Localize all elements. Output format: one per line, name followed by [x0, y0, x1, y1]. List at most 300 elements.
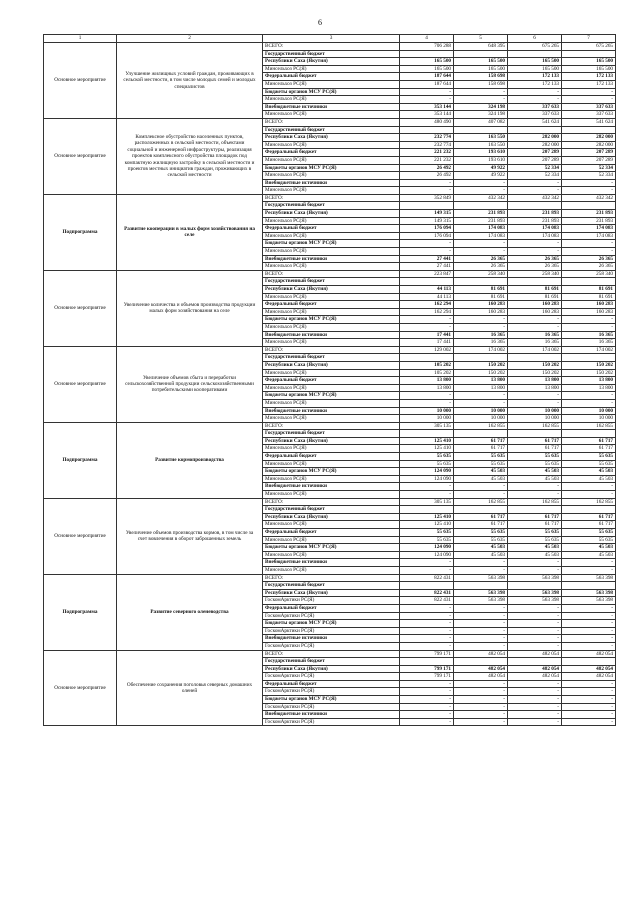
amount-cell: 163 550 [454, 134, 508, 142]
amount-cell: - [454, 680, 508, 688]
amount-cell: - [562, 627, 616, 635]
amount-cell: 55 635 [454, 529, 508, 537]
amount-cell: 129 002 [400, 346, 454, 354]
amount-cell [508, 126, 562, 134]
funding-source-cell: Бюджеты органов МСУ РС(Я) [263, 620, 400, 628]
amount-cell: 105 202 [400, 369, 454, 377]
funding-source-cell: Внебюджетные источники [263, 559, 400, 567]
amount-cell: - [400, 559, 454, 567]
amount-cell: - [508, 703, 562, 711]
amount-cell: 822 431 [400, 597, 454, 605]
measure-type-cell: Основное мероприятие [44, 270, 117, 346]
amount-cell: 55 635 [562, 453, 616, 461]
amount-cell: - [400, 627, 454, 635]
amount-cell: 45 503 [562, 468, 616, 476]
funding-source-cell: Государственный бюджет [263, 430, 400, 438]
funding-source-cell: Федеральный бюджет [263, 73, 400, 81]
amount-cell [508, 50, 562, 58]
amount-cell: 176 094 [400, 232, 454, 240]
amount-cell: 480 490 [400, 118, 454, 126]
amount-cell: 563 398 [508, 574, 562, 582]
amount-cell: 13 800 [508, 377, 562, 385]
amount-cell: 231 893 [562, 217, 616, 225]
amount-cell: 45 503 [562, 551, 616, 559]
amount-cell: 16 365 [562, 339, 616, 347]
amount-cell: 563 398 [508, 597, 562, 605]
column-header: 4 [400, 35, 454, 43]
amount-cell: 207 289 [508, 149, 562, 157]
amount-cell: - [454, 316, 508, 324]
funding-source-cell: ГоскомАрктики РС(Я) [263, 688, 400, 696]
amount-cell: 482 054 [562, 673, 616, 681]
amount-cell: 52 334 [508, 164, 562, 172]
measure-name-cell: Развитие кормопроизводства [117, 422, 263, 498]
amount-cell: 13 800 [562, 377, 616, 385]
amount-cell: 337 633 [508, 103, 562, 111]
amount-cell: - [562, 399, 616, 407]
amount-cell: - [400, 399, 454, 407]
amount-cell: 231 893 [508, 217, 562, 225]
amount-cell: 149 315 [400, 210, 454, 218]
amount-cell: - [562, 642, 616, 650]
amount-cell [454, 50, 508, 58]
amount-cell: 61 717 [508, 437, 562, 445]
amount-cell: 17 441 [400, 339, 454, 347]
funding-source-cell: Бюджеты органов МСУ РС(Я) [263, 696, 400, 704]
funding-source-cell: Минсельхоз РС(Я) [263, 156, 400, 164]
amount-cell: - [562, 96, 616, 104]
amount-cell: 176 094 [400, 225, 454, 233]
amount-cell: 282 000 [562, 141, 616, 149]
amount-cell: 52 334 [508, 172, 562, 180]
amount-cell: 193 610 [454, 149, 508, 157]
amount-cell: 55 635 [454, 460, 508, 468]
amount-cell: 174 083 [508, 232, 562, 240]
funding-source-cell: Республики Саха (Якутия) [263, 210, 400, 218]
amount-cell: - [400, 248, 454, 256]
amount-cell: 10 000 [562, 407, 616, 415]
amount-cell: - [454, 248, 508, 256]
funding-source-cell: Минсельхоз РС(Я) [263, 141, 400, 149]
amount-cell: 165 500 [454, 58, 508, 66]
funding-source-cell: Внебюджетные источники [263, 635, 400, 643]
amount-cell: 162 294 [400, 308, 454, 316]
amount-cell: 81 691 [508, 293, 562, 301]
funding-source-cell: Минсельхоз РС(Я) [263, 263, 400, 271]
amount-cell: - [562, 711, 616, 719]
amount-cell: 231 893 [508, 210, 562, 218]
amount-cell: 55 635 [508, 453, 562, 461]
amount-cell: 52 334 [562, 172, 616, 180]
amount-cell: 16 365 [508, 331, 562, 339]
amount-cell: 13 800 [400, 384, 454, 392]
amount-cell: 563 398 [562, 597, 616, 605]
amount-cell: 81 691 [562, 286, 616, 294]
funding-source-cell: Республики Саха (Якутия) [263, 589, 400, 597]
amount-cell: 61 717 [562, 521, 616, 529]
amount-cell: 13 800 [508, 384, 562, 392]
funding-source-cell: Федеральный бюджет [263, 149, 400, 157]
amount-cell [562, 202, 616, 210]
amount-cell: 541 624 [508, 118, 562, 126]
amount-cell: 432 342 [508, 194, 562, 202]
funding-source-cell: Государственный бюджет [263, 506, 400, 514]
amount-cell: - [400, 620, 454, 628]
amount-cell: 207 289 [508, 156, 562, 164]
amount-cell: 482 054 [454, 673, 508, 681]
amount-cell: - [454, 483, 508, 491]
amount-cell: - [454, 688, 508, 696]
amount-cell: - [508, 620, 562, 628]
amount-cell [562, 582, 616, 590]
amount-cell: - [454, 703, 508, 711]
funding-source-cell: ВСЕГО: [263, 574, 400, 582]
column-header: 1 [44, 35, 117, 43]
amount-cell: - [508, 612, 562, 620]
amount-cell [508, 278, 562, 286]
amount-cell: 10 000 [508, 407, 562, 415]
amount-cell: 150 202 [454, 361, 508, 369]
column-header: 5 [454, 35, 508, 43]
amount-cell: 55 635 [562, 536, 616, 544]
amount-cell: - [400, 491, 454, 499]
amount-cell: - [454, 642, 508, 650]
amount-cell: - [508, 696, 562, 704]
amount-cell [508, 658, 562, 666]
funding-source-cell: ВСЕГО: [263, 43, 400, 51]
amount-cell: 231 893 [454, 210, 508, 218]
amount-cell: - [508, 559, 562, 567]
amount-cell: 150 202 [454, 369, 508, 377]
amount-cell: 45 503 [454, 551, 508, 559]
amount-cell: 822 431 [400, 589, 454, 597]
amount-cell: - [400, 88, 454, 96]
amount-cell: 163 550 [454, 141, 508, 149]
amount-cell: 125 410 [400, 445, 454, 453]
amount-cell [454, 354, 508, 362]
amount-cell: - [508, 491, 562, 499]
amount-cell: 81 691 [454, 286, 508, 294]
amount-cell: 337 633 [508, 111, 562, 119]
amount-cell: - [454, 635, 508, 643]
amount-cell: - [400, 392, 454, 400]
funding-source-cell: ГоскомАрктики РС(Я) [263, 627, 400, 635]
amount-cell: 231 893 [454, 217, 508, 225]
measure-name-cell: Улучшение жилищных условий граждан, проживающих в сельской местности, в том числе молодых семей и молодых специалистов [117, 43, 263, 119]
funding-source-cell: Минсельхоз РС(Я) [263, 111, 400, 119]
amount-cell: 55 635 [562, 460, 616, 468]
amount-cell [400, 278, 454, 286]
amount-cell: 61 717 [454, 445, 508, 453]
amount-cell: 45 503 [454, 475, 508, 483]
amount-cell: - [454, 240, 508, 248]
amount-cell [562, 430, 616, 438]
amount-cell: 482 054 [508, 673, 562, 681]
amount-cell [562, 278, 616, 286]
measure-type-cell: Основное мероприятие [44, 118, 117, 194]
funding-source-cell: Минсельхоз РС(Я) [263, 369, 400, 377]
amount-cell: 432 342 [454, 194, 508, 202]
funding-source-cell: ГоскомАрктики РС(Я) [263, 642, 400, 650]
amount-cell: 16 365 [454, 331, 508, 339]
funding-source-cell: Внебюджетные источники [263, 255, 400, 263]
funding-source-cell: ГоскомАрктики РС(Я) [263, 612, 400, 620]
amount-cell: 45 503 [508, 475, 562, 483]
funding-source-cell: Минсельхоз РС(Я) [263, 521, 400, 529]
measure-type-cell: Подпрограмма [44, 574, 117, 650]
funding-source-cell: Бюджеты органов МСУ РС(Я) [263, 88, 400, 96]
funding-source-cell: Республики Саха (Якутия) [263, 665, 400, 673]
amount-cell: 160 283 [454, 301, 508, 309]
amount-cell: - [400, 604, 454, 612]
funding-source-cell: Минсельхоз РС(Я) [263, 217, 400, 225]
amount-cell [454, 506, 508, 514]
amount-cell: 61 717 [508, 521, 562, 529]
amount-cell: - [562, 491, 616, 499]
amount-cell: 324 198 [454, 111, 508, 119]
amount-cell: 150 202 [508, 369, 562, 377]
amount-cell: - [400, 483, 454, 491]
amount-cell: 45 503 [508, 551, 562, 559]
amount-cell: - [400, 187, 454, 195]
table-row [44, 43, 616, 51]
amount-cell: 174 002 [454, 346, 508, 354]
amount-cell: - [508, 240, 562, 248]
amount-cell: - [508, 566, 562, 574]
funding-source-cell: Республики Саха (Якутия) [263, 134, 400, 142]
amount-cell: - [562, 696, 616, 704]
amount-cell: 563 398 [562, 589, 616, 597]
funding-source-cell: Бюджеты органов МСУ РС(Я) [263, 316, 400, 324]
funding-source-cell: ВСЕГО: [263, 498, 400, 506]
amount-cell: 563 398 [454, 597, 508, 605]
amount-cell: - [508, 399, 562, 407]
amount-cell: 81 691 [454, 293, 508, 301]
funding-source-cell: Минсельхоз РС(Я) [263, 172, 400, 180]
amount-cell: - [454, 627, 508, 635]
amount-cell: - [508, 316, 562, 324]
amount-cell: 352 849 [400, 194, 454, 202]
measure-name-cell: Увеличение объемов производства кормов, в том числе за счет вовлечения в оборот заброшенных земель [117, 498, 263, 574]
funding-source-cell: Бюджеты органов МСУ РС(Я) [263, 544, 400, 552]
amount-cell: - [562, 179, 616, 187]
amount-cell: 105 202 [400, 361, 454, 369]
funding-source-cell: Федеральный бюджет [263, 225, 400, 233]
funding-source-cell: Республики Саха (Якутия) [263, 437, 400, 445]
funding-source-cell: Минсельхоз РС(Я) [263, 384, 400, 392]
amount-cell: 13 800 [454, 384, 508, 392]
amount-cell: - [454, 392, 508, 400]
amount-cell: 172 133 [508, 80, 562, 88]
amount-cell: 563 398 [562, 574, 616, 582]
funding-source-cell: ВСЕГО: [263, 194, 400, 202]
page-number: 6 [318, 18, 322, 27]
amount-cell: 55 635 [400, 460, 454, 468]
amount-cell: 44 113 [400, 286, 454, 294]
amount-cell: - [508, 323, 562, 331]
amount-cell [454, 658, 508, 666]
amount-cell: 162 855 [562, 422, 616, 430]
amount-cell: 482 054 [454, 650, 508, 658]
amount-cell [400, 126, 454, 134]
amount-cell: 26 365 [562, 255, 616, 263]
amount-cell: 432 342 [562, 194, 616, 202]
amount-cell: 207 289 [562, 156, 616, 164]
amount-cell: 160 283 [562, 308, 616, 316]
funding-source-cell: Республики Саха (Якутия) [263, 286, 400, 294]
amount-cell: 49 922 [454, 172, 508, 180]
amount-cell: 162 294 [400, 301, 454, 309]
table-row [44, 422, 616, 430]
amount-cell: 26 492 [400, 172, 454, 180]
amount-cell: - [454, 88, 508, 96]
amount-cell: - [562, 688, 616, 696]
amount-cell: - [562, 240, 616, 248]
funding-source-cell: ГоскомАрктики РС(Я) [263, 703, 400, 711]
amount-cell: - [454, 612, 508, 620]
amount-cell: - [562, 88, 616, 96]
funding-source-cell: Минсельхоз РС(Я) [263, 80, 400, 88]
amount-cell: 124 090 [400, 475, 454, 483]
amount-cell: - [508, 96, 562, 104]
amount-cell: - [562, 316, 616, 324]
amount-cell: - [400, 566, 454, 574]
amount-cell [400, 202, 454, 210]
amount-cell: 799 171 [400, 665, 454, 673]
amount-cell: - [562, 392, 616, 400]
funding-source-cell: Минсельхоз РС(Я) [263, 566, 400, 574]
amount-cell: - [454, 620, 508, 628]
amount-cell: - [562, 483, 616, 491]
amount-cell: - [400, 96, 454, 104]
amount-cell: 45 503 [454, 544, 508, 552]
amount-cell: - [400, 179, 454, 187]
amount-cell: 172 133 [562, 80, 616, 88]
table-row [44, 346, 616, 354]
amount-cell: 10 000 [562, 415, 616, 423]
amount-cell: 81 691 [562, 293, 616, 301]
column-header: 6 [508, 35, 562, 43]
amount-cell: 258 340 [508, 270, 562, 278]
amount-cell: 45 503 [562, 475, 616, 483]
amount-cell: - [508, 688, 562, 696]
amount-cell: - [562, 604, 616, 612]
column-header: 7 [562, 35, 616, 43]
funding-source-cell: Внебюджетные источники [263, 103, 400, 111]
funding-source-cell: Республики Саха (Якутия) [263, 513, 400, 521]
amount-cell: 45 503 [508, 468, 562, 476]
amount-cell: 162 855 [454, 422, 508, 430]
amount-cell: 172 133 [508, 73, 562, 81]
table-row [44, 270, 616, 278]
amount-cell: 353 144 [400, 103, 454, 111]
amount-cell: - [400, 323, 454, 331]
funding-source-cell: Минсельхоз РС(Я) [263, 399, 400, 407]
table-row [44, 650, 616, 658]
funding-source-cell: Внебюджетные источники [263, 483, 400, 491]
funding-source-cell: ВСЕГО: [263, 650, 400, 658]
amount-cell: 61 717 [508, 513, 562, 521]
amount-cell: 45 503 [562, 544, 616, 552]
amount-cell: 125 410 [400, 513, 454, 521]
amount-cell: - [454, 696, 508, 704]
amount-cell: 482 054 [508, 650, 562, 658]
amount-cell [508, 506, 562, 514]
funding-source-cell: Государственный бюджет [263, 658, 400, 666]
funding-source-cell: Минсельхоз РС(Я) [263, 65, 400, 73]
funding-source-cell: Минсельхоз РС(Я) [263, 232, 400, 240]
amount-cell: 162 855 [454, 498, 508, 506]
amount-cell [400, 354, 454, 362]
amount-cell: 55 635 [454, 536, 508, 544]
amount-cell: 158 698 [454, 80, 508, 88]
amount-cell: - [508, 392, 562, 400]
amount-cell: 165 500 [400, 58, 454, 66]
amount-cell: 61 717 [508, 445, 562, 453]
amount-cell: - [562, 620, 616, 628]
funding-source-cell: Государственный бюджет [263, 354, 400, 362]
amount-cell: 799 171 [400, 673, 454, 681]
amount-cell: 282 000 [508, 134, 562, 142]
amount-cell: 125 410 [400, 521, 454, 529]
amount-cell: - [454, 179, 508, 187]
table-row [44, 194, 616, 202]
measure-type-cell: Подпрограмма [44, 422, 117, 498]
amount-cell: 27 441 [400, 263, 454, 271]
amount-cell: 193 610 [454, 156, 508, 164]
amount-cell: 282 000 [508, 141, 562, 149]
funding-source-cell: ВСЕГО: [263, 270, 400, 278]
amount-cell: 160 283 [454, 308, 508, 316]
amount-cell: 49 922 [454, 164, 508, 172]
funding-source-cell: Федеральный бюджет [263, 680, 400, 688]
amount-cell: 125 410 [400, 437, 454, 445]
funding-source-cell: Государственный бюджет [263, 126, 400, 134]
funding-source-cell: Минсельхоз РС(Я) [263, 308, 400, 316]
amount-cell [562, 354, 616, 362]
amount-cell: - [562, 635, 616, 643]
amount-cell: 482 054 [562, 650, 616, 658]
amount-cell: - [454, 323, 508, 331]
funding-source-cell: Бюджеты органов МСУ РС(Я) [263, 392, 400, 400]
amount-cell: 124 090 [400, 551, 454, 559]
funding-source-cell: ГоскомАрктики РС(Я) [263, 673, 400, 681]
amount-cell: - [508, 711, 562, 719]
amount-cell: - [454, 96, 508, 104]
funding-source-cell: Минсельхоз РС(Я) [263, 475, 400, 483]
amount-cell: 10 000 [400, 407, 454, 415]
amount-cell [562, 126, 616, 134]
amount-cell: 55 635 [400, 536, 454, 544]
amount-cell: - [562, 718, 616, 726]
measure-name-cell: Развитие северного оленеводства [117, 574, 263, 650]
funding-source-cell: Внебюджетные источники [263, 711, 400, 719]
amount-cell: 165 500 [562, 58, 616, 66]
amount-cell: 10 000 [508, 415, 562, 423]
amount-cell: 165 500 [562, 65, 616, 73]
amount-cell: 172 133 [562, 73, 616, 81]
amount-cell: 174 083 [562, 225, 616, 233]
amount-cell: 26 365 [508, 255, 562, 263]
amount-cell: - [454, 187, 508, 195]
amount-cell: 26 365 [508, 263, 562, 271]
column-header: 3 [263, 35, 400, 43]
funding-source-cell: Минсельхоз РС(Я) [263, 536, 400, 544]
funding-source-cell: Бюджеты органов МСУ РС(Я) [263, 468, 400, 476]
funding-source-cell: Государственный бюджет [263, 278, 400, 286]
amount-cell: - [508, 179, 562, 187]
amount-cell [454, 278, 508, 286]
